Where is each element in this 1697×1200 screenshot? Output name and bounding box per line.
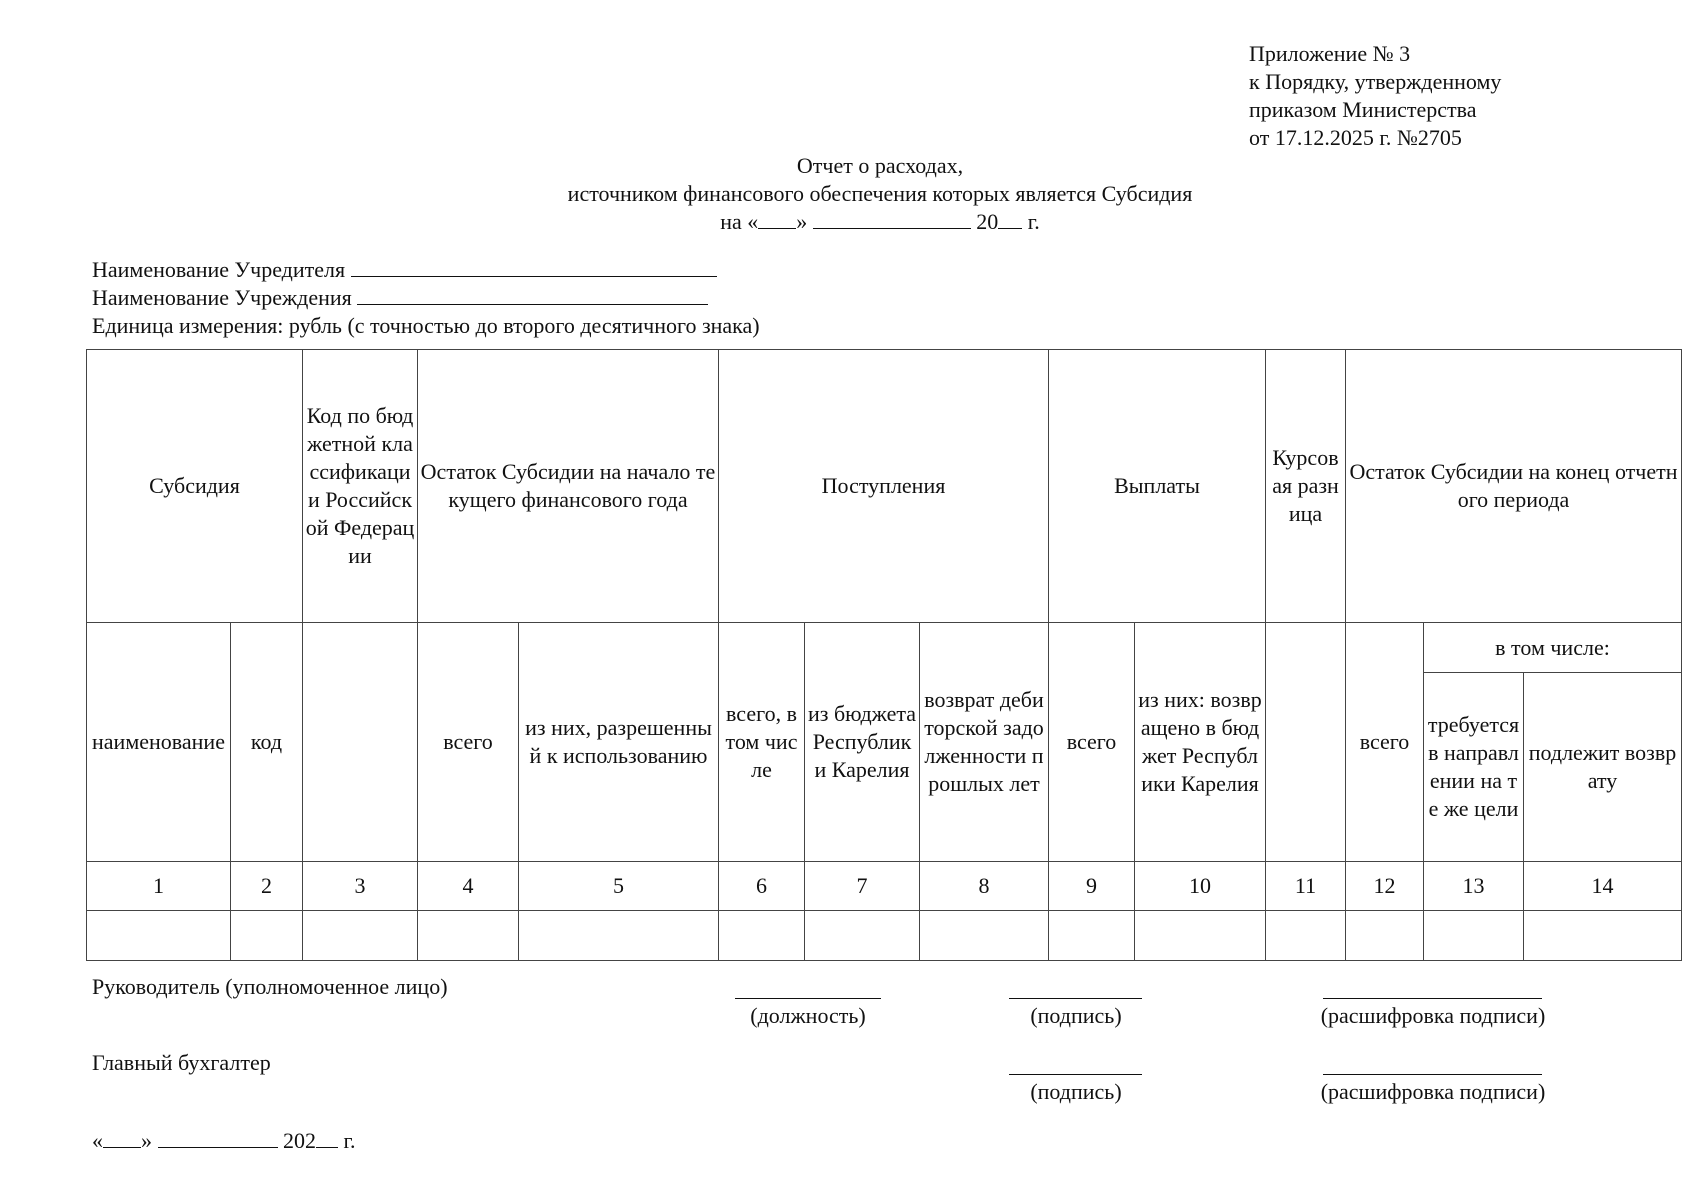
data-cell[interactable] xyxy=(87,911,231,961)
column-number: 3 xyxy=(303,862,418,911)
appendix-line: к Порядку, утвержденному xyxy=(1249,69,1502,94)
data-cell[interactable] xyxy=(1424,911,1524,961)
title-date xyxy=(0,208,1697,236)
signature-caption: (подпись) xyxy=(1030,1079,1122,1104)
data-cell[interactable] xyxy=(920,911,1049,961)
header-fields xyxy=(92,256,760,340)
appendix-line: приказом Министерства xyxy=(1249,97,1477,122)
title-line: Отчет о расходах, xyxy=(796,153,964,178)
data-cell[interactable] xyxy=(719,911,805,961)
year-blank xyxy=(998,210,1022,229)
signature-line xyxy=(1009,1074,1142,1075)
day-blank xyxy=(103,1129,141,1148)
column-number: 5 xyxy=(519,862,719,911)
data-cell[interactable] xyxy=(1524,911,1682,961)
header-fx-diff: Курсовая разница xyxy=(1266,350,1346,623)
column-number: 6 xyxy=(719,862,805,911)
header-including: в том числе: xyxy=(1424,623,1682,673)
header-code: код xyxy=(231,623,303,862)
header-payments-total: всего xyxy=(1049,623,1135,862)
data-cell[interactable] xyxy=(1346,911,1424,961)
header-to-return: подлежит возврату xyxy=(1524,673,1682,862)
column-number: 10 xyxy=(1135,862,1266,911)
date-text: « xyxy=(92,1128,103,1153)
column-number: 4 xyxy=(418,862,519,911)
institution-blank xyxy=(357,286,708,305)
header-subsidy: Субсидия xyxy=(87,350,303,623)
date-text: на « xyxy=(720,209,759,234)
header-balance-start: Остаток Субсидии на начало текущего финансового года xyxy=(418,350,719,623)
column-number: 14 xyxy=(1524,862,1682,911)
appendix-line: от 17.12.2025 г. №2705 xyxy=(1249,125,1462,150)
header-name: наименование xyxy=(87,623,231,862)
founder-label: Наименование Учредителя xyxy=(92,257,346,282)
sign-date xyxy=(92,1128,356,1154)
unit-field: Единица измерения: рубль (с точностью до второго десятичного знака) xyxy=(92,313,760,338)
title-line: источником финансового обеспечения которых является Субсидия xyxy=(567,181,1193,206)
date-text: 202 xyxy=(277,1128,316,1153)
header-receipts: Поступления xyxy=(719,350,1049,623)
decode-caption: (расшифровка подписи) xyxy=(1320,1079,1546,1104)
report-title xyxy=(0,152,1697,236)
header-required-same: требуется в направлении на те же цели xyxy=(1424,673,1524,862)
data-cell[interactable] xyxy=(231,911,303,961)
date-text: » xyxy=(796,209,813,234)
month-blank xyxy=(813,210,971,229)
column-number: 7 xyxy=(805,862,920,911)
date-text: 20 xyxy=(970,209,999,234)
date-text: г. xyxy=(1022,209,1040,234)
header-receivables-return: возврат дебиторской задолженности прошлых лет xyxy=(920,623,1049,862)
header-kbk-blank xyxy=(303,623,418,862)
institution-field xyxy=(92,284,760,312)
data-cell[interactable] xyxy=(1135,911,1266,961)
column-number: 13 xyxy=(1424,862,1524,911)
year-blank xyxy=(316,1129,338,1148)
table-row xyxy=(87,911,1682,961)
position-caption: (должность) xyxy=(750,1003,866,1028)
data-cell[interactable] xyxy=(805,911,920,961)
data-cell[interactable] xyxy=(1266,911,1346,961)
header-receipts-total: всего, в том числе xyxy=(719,623,805,862)
founder-field xyxy=(92,256,760,284)
position-line xyxy=(735,998,881,999)
header-returned-budget: из них: возвращено в бюджет Республики Карелия xyxy=(1135,623,1266,862)
appendix-note xyxy=(1249,40,1501,152)
column-number: 11 xyxy=(1266,862,1346,911)
column-number: 8 xyxy=(920,862,1049,911)
decode-line xyxy=(1323,998,1542,999)
header-kbk: Код по бюджетной классификации Российской Федерации xyxy=(303,350,418,623)
appendix-line: Приложение № 3 xyxy=(1249,41,1411,66)
column-number: 2 xyxy=(231,862,303,911)
column-number-row xyxy=(87,862,1682,911)
head-label: Руководитель (уполномоченное лицо) xyxy=(92,974,448,999)
header-fx-blank xyxy=(1266,623,1346,862)
header-start-allowed: из них, разрешенный к использованию xyxy=(519,623,719,862)
founder-blank xyxy=(351,258,717,277)
chief-accountant-label: Главный бухгалтер xyxy=(92,1050,271,1075)
header-row-1 xyxy=(87,350,1682,623)
data-cell[interactable] xyxy=(519,911,719,961)
institution-label: Наименование Учреждения xyxy=(92,285,352,310)
header-balance-end: Остаток Субсидии на конец отчетного периода xyxy=(1346,350,1682,623)
signature-line xyxy=(1009,998,1142,999)
header-from-budget: из бюджета Республики Карелия xyxy=(805,623,920,862)
header-start-total: всего xyxy=(418,623,519,862)
data-cell[interactable] xyxy=(1049,911,1135,961)
header-row-2 xyxy=(87,623,1682,673)
header-payments: Выплаты xyxy=(1049,350,1266,623)
decode-line xyxy=(1323,1074,1542,1075)
header-end-total: всего xyxy=(1346,623,1424,862)
date-text: » xyxy=(141,1128,158,1153)
column-number: 12 xyxy=(1346,862,1424,911)
data-cell[interactable] xyxy=(418,911,519,961)
data-cell[interactable] xyxy=(303,911,418,961)
column-number: 1 xyxy=(87,862,231,911)
day-blank xyxy=(758,210,796,229)
column-number: 9 xyxy=(1049,862,1135,911)
report-table xyxy=(86,349,1682,961)
decode-caption: (расшифровка подписи) xyxy=(1320,1003,1546,1028)
date-text: г. xyxy=(338,1128,356,1153)
month-blank xyxy=(158,1129,278,1148)
signature-caption: (подпись) xyxy=(1030,1003,1122,1028)
